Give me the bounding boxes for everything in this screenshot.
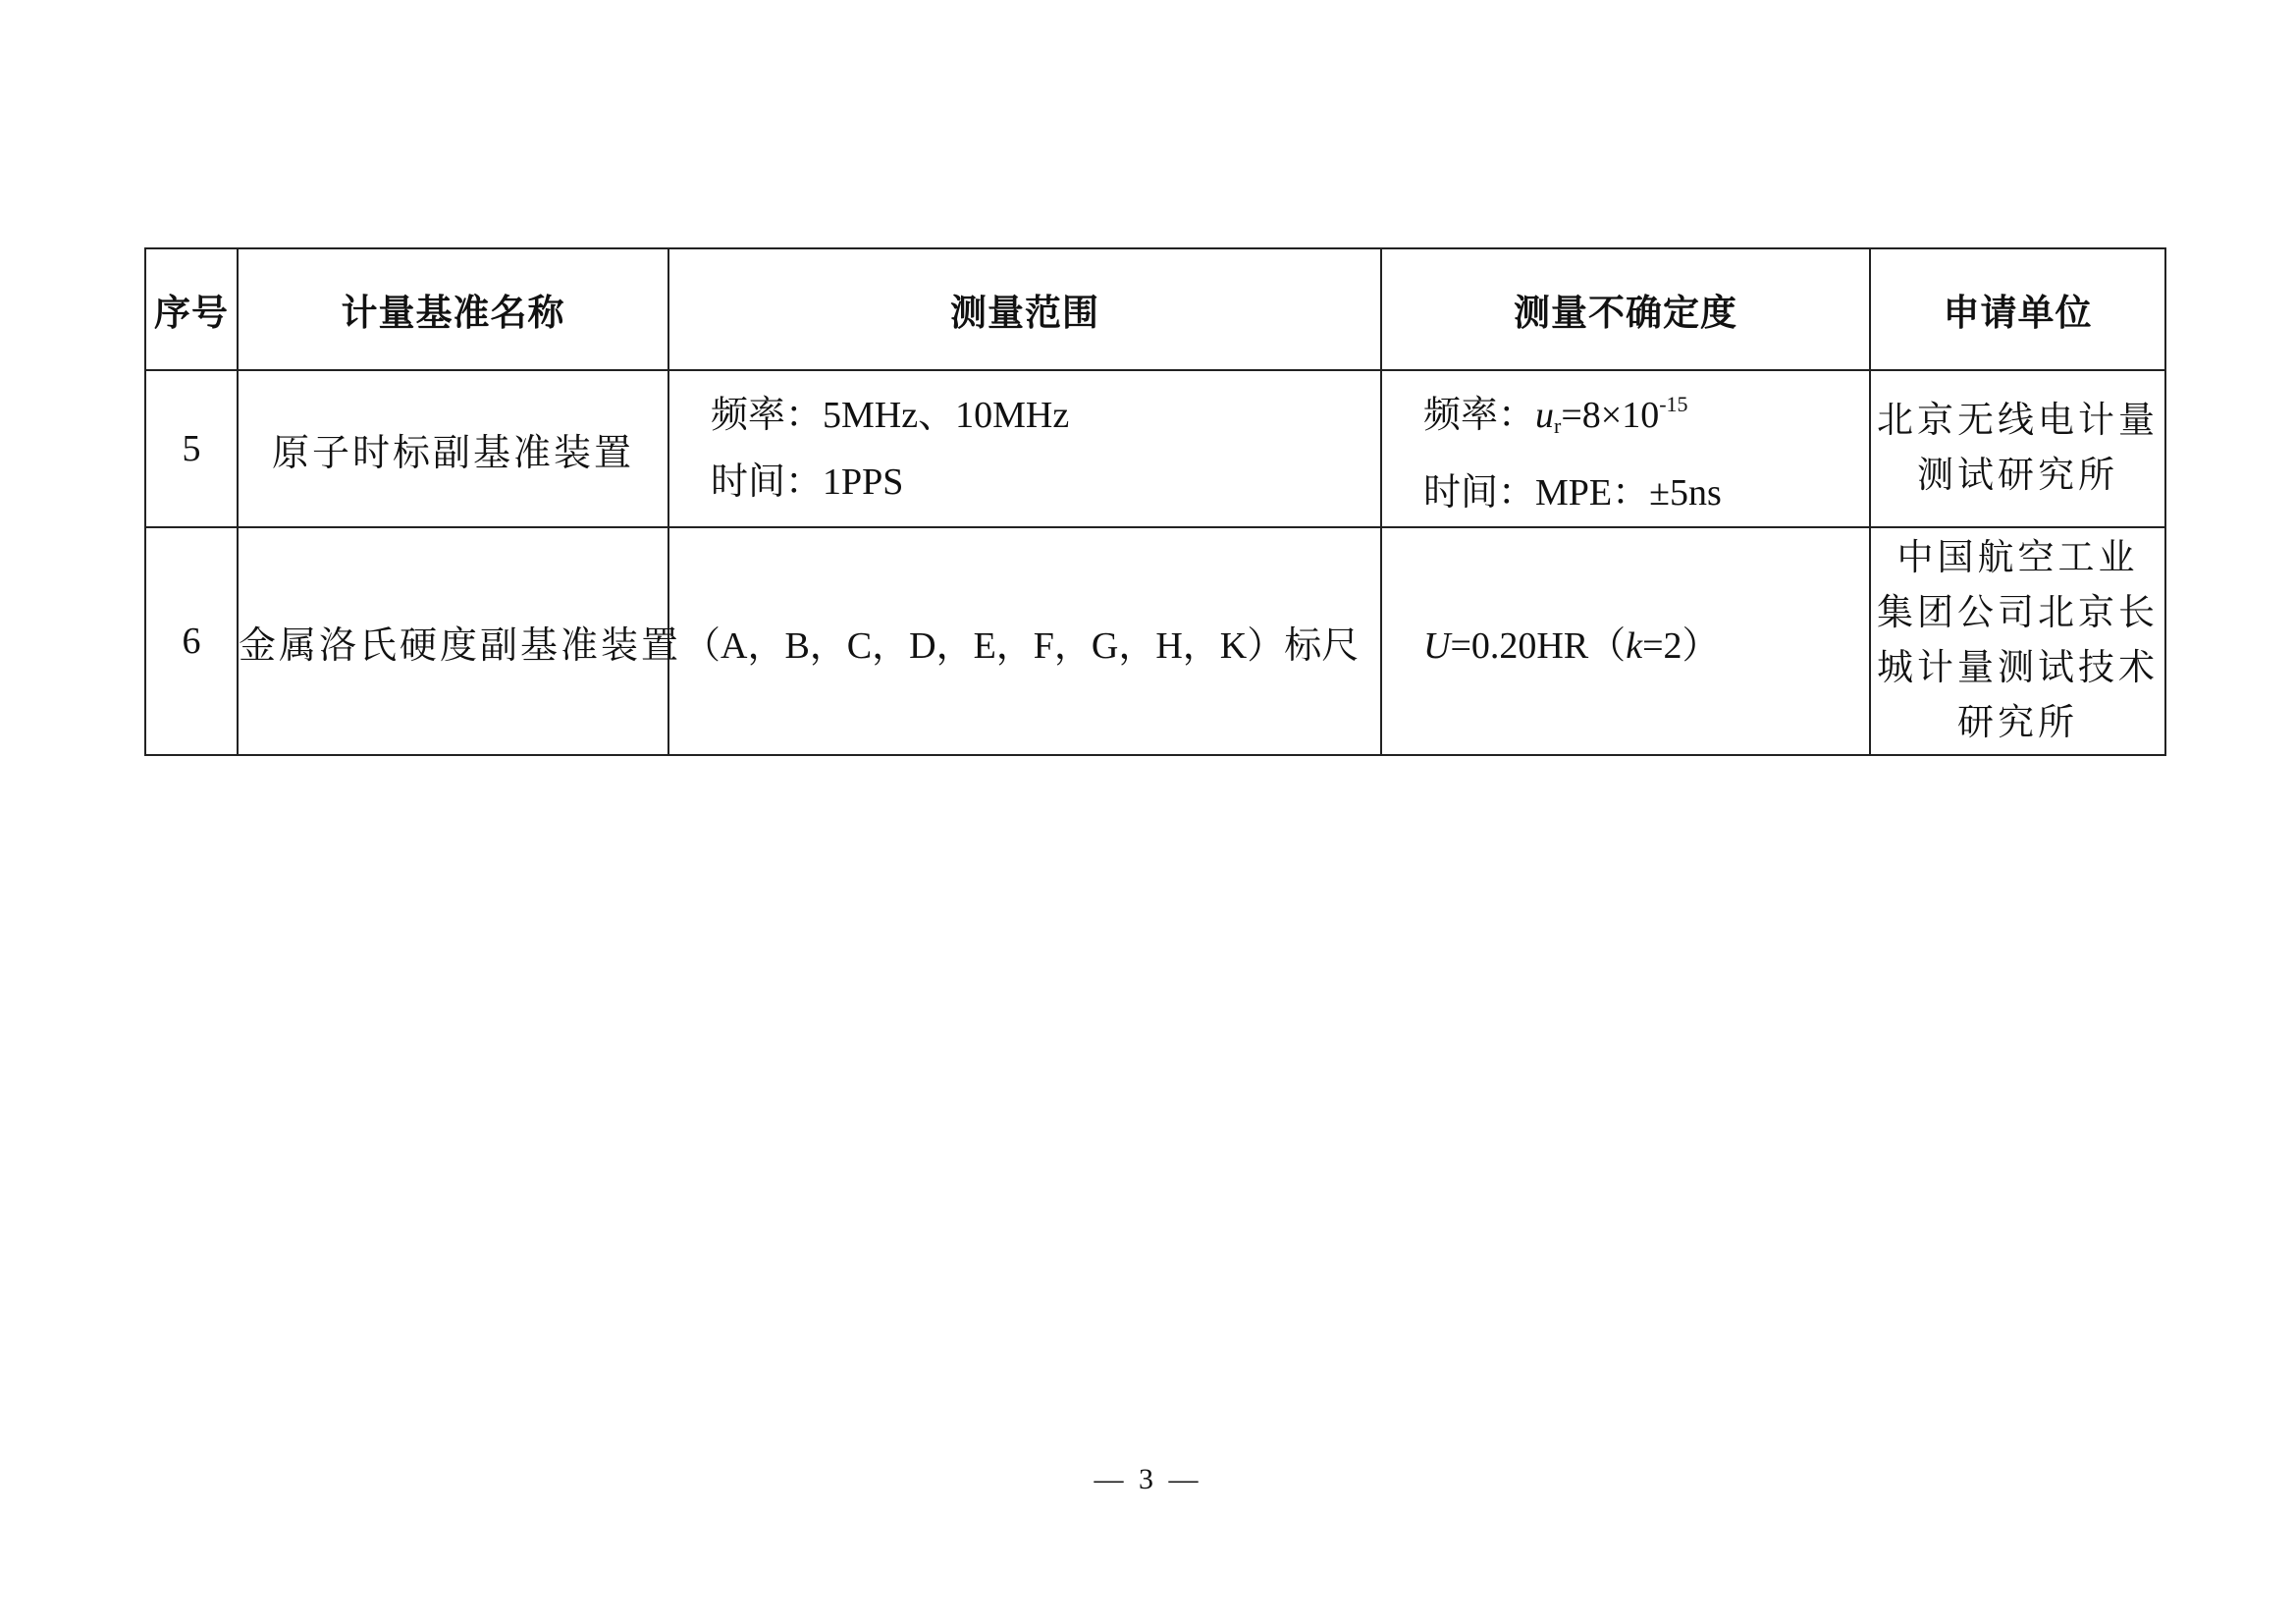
uncertainty-prefix: 频率： (1423, 395, 1536, 436)
uncertainty-value: =0.20HR（ (1450, 624, 1627, 667)
header-measurement-range: 测量范围 (668, 248, 1381, 370)
row-seq: 5 (145, 370, 238, 527)
subscript-r: r (1554, 413, 1562, 438)
table-row (145, 527, 2165, 755)
applicant-line: 北京无线电计量 (1877, 401, 2159, 441)
exponent: -15 (1659, 392, 1688, 416)
symbol-u: u (1535, 395, 1555, 436)
row-measurement-range: （A，B，C，D，E，F，G，H，K）标尺 (668, 527, 1381, 755)
table-header-row (145, 248, 2165, 370)
row-applicant (1870, 527, 2165, 755)
range-line: 频率：5MHz、10MHz (711, 395, 1070, 436)
metrology-standards-table (144, 247, 2166, 756)
row-standard-name: 原子时标副基准装置 (238, 370, 668, 527)
applicant-line: 测试研究所 (1917, 456, 2118, 496)
uncertainty-time-line: 时间：MPE：±5ns (1423, 472, 1722, 514)
header-uncertainty: 测量不确定度 (1381, 248, 1870, 370)
row-applicant (1870, 370, 2165, 527)
header-standard-name: 计量基准名称 (238, 248, 668, 370)
header-seq: 序号 (145, 248, 238, 370)
uncertainty-frequency-line (1423, 371, 1869, 460)
row-uncertainty (1381, 370, 1870, 527)
table-row (145, 370, 2165, 527)
uncertainty-value-end: =2） (1642, 624, 1720, 667)
row-uncertainty (1381, 527, 1870, 755)
range-line: 时间：1PPS (711, 461, 904, 503)
applicant-line: 集团公司北京长 (1877, 593, 2159, 633)
symbol-k: k (1626, 624, 1643, 667)
row-seq: 6 (145, 527, 238, 755)
applicant-line: 城计量测试技术 (1877, 648, 2159, 688)
row-standard-name: 金属洛氏硬度副基准装置 (238, 527, 668, 755)
applicant-line: 中国航空工业 (1896, 538, 2139, 578)
uncertainty-value: =8×10 (1561, 395, 1660, 436)
row-measurement-range (668, 370, 1381, 527)
page-number: — 3 — (1094, 1463, 1202, 1495)
header-applicant: 申请单位 (1870, 248, 2165, 370)
symbol-U: U (1423, 624, 1451, 667)
applicant-line: 研究所 (1957, 703, 2078, 743)
